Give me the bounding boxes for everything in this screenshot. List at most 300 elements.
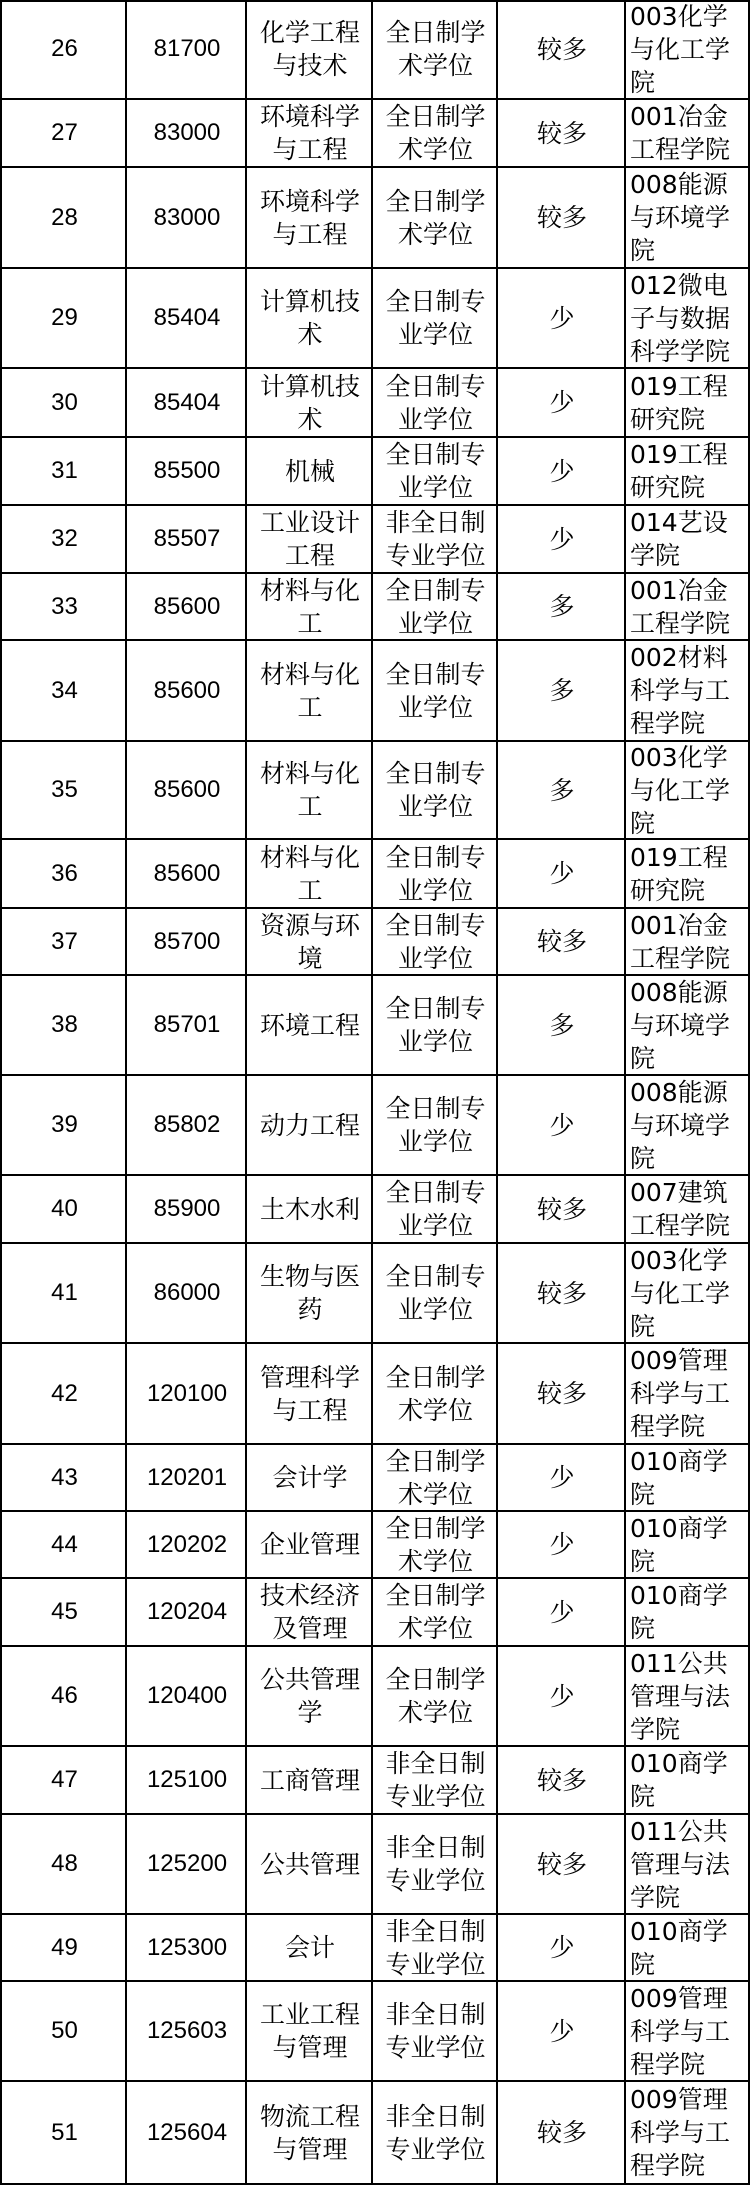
row-number-cell: 41 [0, 1244, 127, 1344]
degree-type-cell-line: 专业学位 [385, 541, 486, 570]
quota-amount-cell: 少 [496, 1445, 626, 1512]
degree-type-cell-line: 非全日制 [385, 1916, 486, 1946]
degree-type-cell [371, 1915, 498, 1982]
row-number-cell: 39 [0, 1076, 127, 1176]
major-name-cell [245, 976, 373, 1076]
college-cell-line: 工程学院 [630, 943, 731, 973]
row-number-cell: 37 [0, 909, 127, 976]
degree-type-cell-line: 业学位 [397, 1027, 473, 1056]
major-code-cell: 125603 [125, 1982, 247, 2082]
row-number-cell: 44 [0, 1512, 127, 1579]
major-name-cell-line: 与管理 [272, 2134, 348, 2164]
degree-type-cell-line: 全日制专 [385, 1262, 486, 1291]
major-code-cell: 120202 [125, 1512, 247, 1579]
college-cell [624, 506, 750, 574]
major-name-cell-line: 工 [297, 608, 323, 638]
major-code-cell: 85600 [125, 840, 247, 909]
major-name-cell-line: 材料与化 [259, 575, 360, 605]
major-code-cell: 85700 [125, 909, 247, 976]
major-code-cell: 83000 [125, 100, 247, 168]
major-name-cell-line: 术 [297, 320, 323, 349]
degree-type-cell-line: 术学位 [397, 1395, 473, 1425]
major-code-cell: 85802 [125, 1076, 247, 1176]
degree-type-cell [371, 1647, 498, 1747]
quota-amount-cell: 多 [496, 742, 626, 840]
college-cell-line: 研究院 [630, 473, 706, 502]
major-name-cell-line: 计算机技 [259, 287, 360, 316]
major-code-cell: 125300 [125, 1915, 247, 1982]
college-cell-line: 院 [630, 1782, 656, 1811]
row-number-cell: 38 [0, 976, 127, 1076]
degree-type-cell-line: 非全日制 [385, 1833, 486, 1862]
degree-type-cell-line: 全日制专 [385, 575, 486, 605]
college-cell-line: 院 [630, 1143, 656, 1173]
degree-type-cell-line: 业学位 [397, 692, 473, 722]
major-name-cell-line: 企业管理 [259, 1530, 360, 1559]
major-name-cell [245, 1076, 373, 1176]
table-row [0, 1244, 750, 1344]
degree-type-cell-line: 全日制专 [385, 1178, 486, 1207]
degree-type-cell-line: 全日制学 [385, 1665, 486, 1694]
college-cell [624, 369, 750, 438]
quota-amount-cell: 少 [496, 1076, 626, 1176]
major-name-cell-line: 计算机技 [259, 371, 360, 401]
degree-type-cell-line: 术学位 [397, 219, 473, 249]
degree-type-cell-line: 全日制专 [385, 371, 486, 401]
college-cell-line: 科学与工 [630, 2118, 731, 2147]
major-code-cell: 120400 [125, 1647, 247, 1747]
major-name-cell [245, 1647, 373, 1747]
major-code-cell: 125200 [125, 1815, 247, 1915]
row-number-cell: 40 [0, 1176, 127, 1244]
major-name-cell-line: 机械 [284, 456, 335, 486]
table-row [0, 1076, 750, 1176]
row-number-cell: 48 [0, 1815, 127, 1915]
row-number-cell: 33 [0, 574, 127, 641]
table-row [0, 742, 750, 840]
quota-amount-cell: 多 [496, 641, 626, 742]
table-row [0, 0, 750, 100]
college-cell-line: 程学院 [630, 1412, 706, 1441]
quota-amount-cell: 较多 [496, 1176, 626, 1244]
college-cell-line: 科学与工 [630, 2016, 731, 2046]
degree-type-cell-line: 专业学位 [385, 1866, 486, 1895]
degree-type-cell-line: 专业学位 [385, 1949, 486, 1979]
college-cell-line: 与化工学 [630, 1278, 731, 1308]
major-name-cell [245, 1747, 373, 1815]
degree-type-cell-line: 术学位 [397, 1479, 473, 1509]
college-cell [624, 1512, 750, 1579]
quota-amount-cell: 少 [496, 369, 626, 438]
major-name-cell-line: 环境科学 [259, 102, 360, 131]
major-code-cell: 120204 [125, 1579, 247, 1647]
college-cell [624, 1747, 750, 1815]
row-number-cell: 27 [0, 100, 127, 168]
table-row [0, 1647, 750, 1747]
major-name-cell [245, 1579, 373, 1647]
degree-type-cell [371, 574, 498, 641]
college-cell-line: 院 [630, 1949, 656, 1979]
degree-type-cell-line: 全日制学 [385, 1362, 486, 1392]
major-code-cell: 85701 [125, 976, 247, 1076]
college-cell-line: 011公共 [630, 1648, 728, 1678]
major-name-cell-line: 药 [297, 1295, 323, 1324]
row-number-cell: 32 [0, 506, 127, 574]
degree-type-cell [371, 1076, 498, 1176]
quota-amount-cell: 较多 [496, 168, 626, 269]
degree-type-cell [371, 269, 498, 369]
major-name-cell-line: 动力工程 [259, 1110, 360, 1140]
college-cell [624, 1647, 750, 1747]
table-row [0, 168, 750, 269]
major-name-cell [245, 269, 373, 369]
major-code-cell: 85404 [125, 369, 247, 438]
degree-type-cell [371, 1445, 498, 1512]
quota-amount-cell: 少 [496, 438, 626, 506]
degree-type-cell [371, 641, 498, 742]
college-cell-line: 010商学 [630, 1749, 728, 1778]
major-code-cell: 120201 [125, 1445, 247, 1512]
major-code-cell: 85600 [125, 742, 247, 840]
row-number-cell: 35 [0, 742, 127, 840]
major-name-cell [245, 1512, 373, 1579]
major-name-cell-line: 及管理 [272, 1614, 348, 1643]
college-cell-line: 工程学院 [630, 135, 731, 164]
major-code-cell: 85507 [125, 506, 247, 574]
row-number-cell: 36 [0, 840, 127, 909]
degree-type-cell-line: 业学位 [397, 943, 473, 973]
major-code-cell: 85600 [125, 641, 247, 742]
major-name-cell-line: 工 [297, 692, 323, 722]
degree-type-cell-line: 业学位 [397, 473, 473, 502]
degree-type-cell-line: 全日制学 [385, 186, 486, 216]
college-cell-line: 007建筑 [630, 1178, 728, 1207]
degree-type-cell-line: 业学位 [397, 320, 473, 349]
college-cell-line: 010商学 [630, 1513, 728, 1543]
degree-type-cell-line: 术学位 [397, 51, 473, 80]
table-row [0, 369, 750, 438]
major-name-cell-line: 与技术 [272, 51, 348, 80]
major-code-cell: 81700 [125, 0, 247, 100]
table-row [0, 1579, 750, 1647]
major-name-cell-line: 与工程 [272, 219, 348, 249]
degree-type-cell [371, 1579, 498, 1647]
college-cell-line: 001冶金 [630, 575, 728, 605]
table-row [0, 1747, 750, 1815]
college-cell [624, 1579, 750, 1647]
degree-type-cell-line: 全日制专 [385, 910, 486, 940]
college-cell-line: 与化工学 [630, 34, 731, 64]
college-cell [624, 742, 750, 840]
degree-type-cell-line: 全日制专 [385, 287, 486, 316]
college-cell-line: 009管理 [630, 2085, 728, 2114]
table-row [0, 1344, 750, 1445]
quota-amount-cell: 少 [496, 1579, 626, 1647]
degree-type-cell [371, 1512, 498, 1579]
college-cell-line: 019工程 [630, 842, 728, 872]
degree-type-cell [371, 369, 498, 438]
college-cell-line: 管理与法 [630, 1681, 731, 1711]
college-cell-line: 工程学院 [630, 608, 731, 638]
major-name-cell [245, 909, 373, 976]
degree-type-cell-line: 全日制专 [385, 759, 486, 788]
table-row [0, 1915, 750, 1982]
major-name-cell-line: 土木水利 [259, 1194, 360, 1224]
college-cell-line: 009管理 [630, 1346, 728, 1375]
college-cell [624, 641, 750, 742]
major-name-cell-line: 工程 [284, 541, 335, 570]
college-cell-line: 010商学 [630, 1581, 728, 1610]
major-name-cell-line: 会计 [284, 1933, 335, 1962]
table-row [0, 1982, 750, 2082]
major-name-cell [245, 1445, 373, 1512]
major-name-cell-line: 与管理 [272, 2033, 348, 2062]
college-cell [624, 1445, 750, 1512]
degree-type-cell [371, 742, 498, 840]
college-cell-line: 008能源 [630, 977, 728, 1007]
college-cell-line: 014艺设 [630, 508, 728, 537]
quota-amount-cell: 少 [496, 840, 626, 909]
college-cell-line: 008能源 [630, 170, 728, 199]
major-name-cell-line: 环境工程 [259, 1010, 360, 1040]
major-code-cell: 86000 [125, 1244, 247, 1344]
major-name-cell [245, 1344, 373, 1445]
degree-type-cell [371, 1244, 498, 1344]
college-cell [624, 100, 750, 168]
quota-amount-cell: 少 [496, 1512, 626, 1579]
degree-type-cell-line: 全日制专 [385, 659, 486, 689]
college-cell [624, 1815, 750, 1915]
quota-amount-cell: 少 [496, 269, 626, 369]
major-name-cell-line: 公共管理 [259, 1665, 360, 1694]
college-cell-line: 与环境学 [630, 1010, 731, 1040]
major-name-cell-line: 公共管理 [259, 1849, 360, 1879]
major-name-cell [245, 1815, 373, 1915]
degree-type-cell [371, 1176, 498, 1244]
major-name-cell [245, 168, 373, 269]
row-number-cell: 45 [0, 1579, 127, 1647]
degree-type-cell [371, 840, 498, 909]
college-cell-line: 院 [630, 67, 656, 97]
college-cell-line: 003化学 [630, 742, 728, 772]
college-cell-line: 科学与工 [630, 676, 731, 705]
degree-type-cell-line: 全日制学 [385, 1581, 486, 1610]
major-name-cell-line: 工 [297, 875, 323, 905]
degree-type-cell [371, 976, 498, 1076]
college-cell-line: 学院 [630, 1882, 681, 1912]
college-cell-line: 001冶金 [630, 102, 728, 131]
college-cell [624, 574, 750, 641]
major-name-cell [245, 369, 373, 438]
degree-type-cell-line: 术学位 [397, 1614, 473, 1643]
major-name-cell-line: 技术经济 [259, 1581, 360, 1610]
major-name-cell-line: 材料与化 [259, 659, 360, 689]
table-row [0, 100, 750, 168]
major-name-cell-line: 资源与环 [259, 910, 360, 940]
degree-type-cell [371, 1982, 498, 2082]
major-name-cell-line: 境 [297, 943, 323, 973]
table-row [0, 976, 750, 1076]
degree-type-cell-line: 非全日制 [385, 1749, 486, 1778]
major-name-cell [245, 506, 373, 574]
degree-type-cell-line: 全日制专 [385, 440, 486, 469]
college-cell-line: 001冶金 [630, 910, 728, 940]
college-cell-line: 与环境学 [630, 1110, 731, 1140]
degree-type-cell-line: 业学位 [397, 1295, 473, 1324]
degree-type-cell-line: 全日制学 [385, 1513, 486, 1543]
major-name-cell [245, 574, 373, 641]
college-cell [624, 0, 750, 100]
major-name-cell-line: 会计学 [272, 1463, 348, 1492]
college-cell [624, 2082, 750, 2185]
degree-type-cell-line: 专业学位 [385, 1782, 486, 1811]
major-code-cell: 85500 [125, 438, 247, 506]
row-number-cell: 50 [0, 1982, 127, 2082]
college-cell-line: 管理与法 [630, 1849, 731, 1879]
major-name-cell [245, 438, 373, 506]
degree-type-cell-line: 全日制专 [385, 842, 486, 872]
degree-type-cell-line: 专业学位 [385, 2033, 486, 2062]
major-code-cell: 85900 [125, 1176, 247, 1244]
degree-type-cell-line: 术学位 [397, 1698, 473, 1727]
college-cell [624, 909, 750, 976]
college-cell-line: 院 [630, 1546, 656, 1576]
major-code-cell: 85404 [125, 269, 247, 369]
college-cell-line: 009管理 [630, 1983, 728, 2013]
college-cell [624, 438, 750, 506]
college-cell-line: 011公共 [630, 1816, 728, 1846]
college-cell-line: 012微电 [630, 270, 728, 300]
table-row [0, 506, 750, 574]
college-cell [624, 1076, 750, 1176]
degree-type-cell-line: 全日制学 [385, 1446, 486, 1476]
quota-amount-cell: 较多 [496, 2082, 626, 2185]
major-name-cell [245, 100, 373, 168]
college-cell-line: 子与数据 [630, 303, 731, 333]
college-cell-line: 院 [630, 1043, 656, 1073]
row-number-cell: 28 [0, 168, 127, 269]
quota-amount-cell: 较多 [496, 1815, 626, 1915]
college-cell-line: 010商学 [630, 1916, 728, 1946]
table-row [0, 1176, 750, 1244]
college-cell [624, 1344, 750, 1445]
degree-type-cell-line: 业学位 [397, 875, 473, 905]
college-cell [624, 1176, 750, 1244]
quota-amount-cell: 较多 [496, 909, 626, 976]
major-code-cell: 125100 [125, 1747, 247, 1815]
college-cell-line: 院 [630, 236, 656, 265]
college-cell-line: 与化工学 [630, 775, 731, 805]
table-row [0, 840, 750, 909]
row-number-cell: 51 [0, 2082, 127, 2185]
college-cell-line: 程学院 [630, 709, 706, 738]
college-cell [624, 1982, 750, 2082]
college-cell-line: 002材料 [630, 643, 728, 672]
table-row [0, 2082, 750, 2185]
major-name-cell-line: 术 [297, 404, 323, 434]
major-code-cell: 120100 [125, 1344, 247, 1445]
college-cell-line: 工程学院 [630, 1211, 731, 1240]
degree-type-cell [371, 909, 498, 976]
degree-type-cell-line: 业学位 [397, 1127, 473, 1156]
degree-type-cell-line: 业学位 [397, 608, 473, 638]
college-cell-line: 学院 [630, 541, 681, 570]
degree-type-cell [371, 168, 498, 269]
college-cell [624, 1915, 750, 1982]
college-cell-line: 院 [630, 1614, 656, 1643]
row-number-cell: 47 [0, 1747, 127, 1815]
degree-type-cell [371, 1747, 498, 1815]
college-cell-line: 与环境学 [630, 203, 731, 232]
row-number-cell: 46 [0, 1647, 127, 1747]
major-name-cell-line: 化学工程 [259, 18, 360, 47]
major-code-cell: 85600 [125, 574, 247, 641]
major-name-cell [245, 1915, 373, 1982]
major-name-cell-line: 材料与化 [259, 759, 360, 788]
college-cell-line: 院 [630, 1479, 656, 1509]
quota-amount-cell: 少 [496, 1915, 626, 1982]
major-name-cell [245, 0, 373, 100]
degree-type-cell [371, 1815, 498, 1915]
quota-amount-cell: 多 [496, 976, 626, 1076]
college-cell-line: 019工程 [630, 440, 728, 469]
degree-type-cell [371, 2082, 498, 2185]
table-row [0, 1512, 750, 1579]
degree-type-cell-line: 业学位 [397, 404, 473, 434]
college-cell-line: 科学学院 [630, 336, 731, 366]
row-number-cell: 49 [0, 1915, 127, 1982]
college-cell-line: 019工程 [630, 371, 728, 401]
row-number-cell: 26 [0, 0, 127, 100]
table-row [0, 574, 750, 641]
degree-type-cell-line: 全日制学 [385, 102, 486, 131]
degree-type-cell [371, 0, 498, 100]
major-code-cell: 125604 [125, 2082, 247, 2185]
row-number-cell: 34 [0, 641, 127, 742]
major-name-cell-line: 工业设计 [259, 508, 360, 537]
degree-type-cell-line: 全日制专 [385, 994, 486, 1023]
table-row [0, 909, 750, 976]
college-cell [624, 840, 750, 909]
degree-type-cell-line: 业学位 [397, 1211, 473, 1240]
quota-amount-cell: 较多 [496, 1244, 626, 1344]
degree-type-cell-line: 全日制专 [385, 1094, 486, 1123]
row-number-cell: 31 [0, 438, 127, 506]
major-name-cell [245, 1244, 373, 1344]
table-row [0, 1815, 750, 1915]
major-name-cell-line: 与工程 [272, 1395, 348, 1425]
table-row [0, 438, 750, 506]
college-cell-line: 院 [630, 808, 656, 838]
quota-amount-cell: 较多 [496, 100, 626, 168]
major-name-cell-line: 管理科学 [259, 1362, 360, 1392]
degree-type-cell [371, 438, 498, 506]
degree-type-cell [371, 1344, 498, 1445]
degree-type-cell-line: 业学位 [397, 792, 473, 821]
college-cell-line: 程学院 [630, 2049, 706, 2079]
college-cell-line: 研究院 [630, 404, 706, 434]
degree-type-cell-line: 非全日制 [385, 508, 486, 537]
college-cell-line: 院 [630, 1311, 656, 1341]
row-number-cell: 42 [0, 1344, 127, 1445]
major-name-cell-line: 生物与医 [259, 1262, 360, 1291]
table-row [0, 269, 750, 369]
major-name-cell [245, 840, 373, 909]
major-name-cell [245, 742, 373, 840]
major-name-cell [245, 1176, 373, 1244]
degree-type-cell [371, 100, 498, 168]
degree-type-cell-line: 全日制学 [385, 18, 486, 47]
